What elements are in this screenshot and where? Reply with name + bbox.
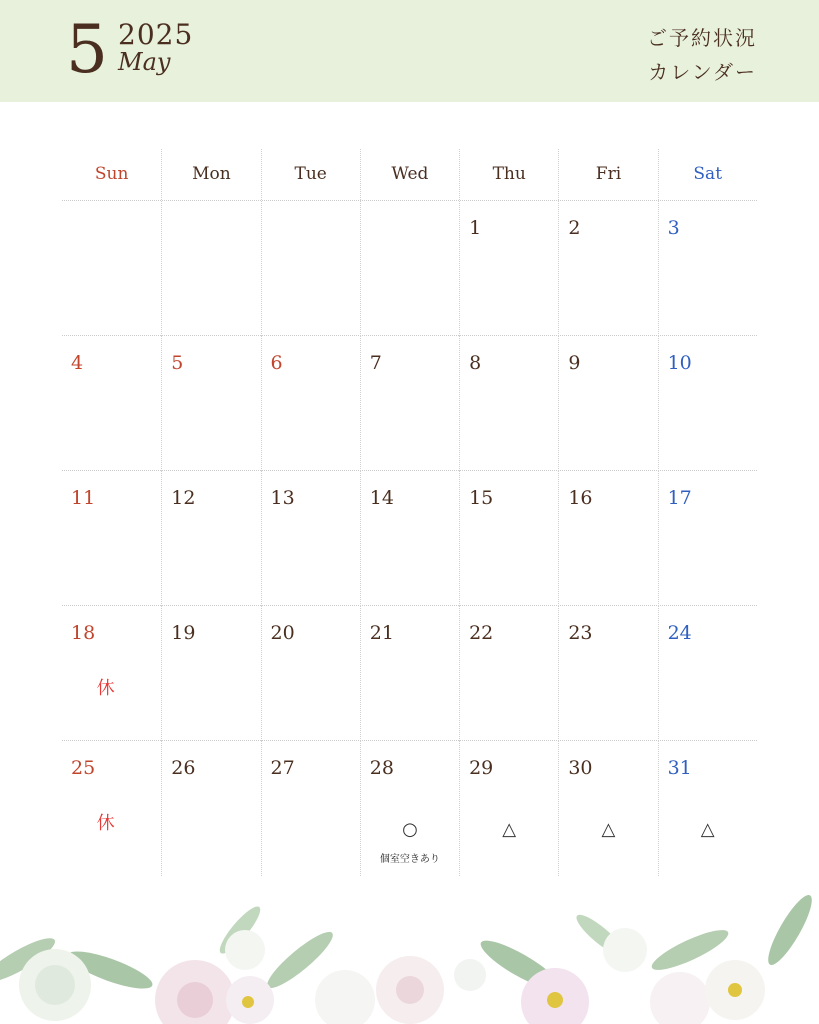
weekday-sun: Sun xyxy=(94,164,129,184)
weekday-wed: Wed xyxy=(360,149,459,200)
day-number: 26 xyxy=(171,757,196,779)
day-number: 6 xyxy=(270,352,283,374)
weekday-header-row xyxy=(62,149,757,201)
day-cell xyxy=(261,741,360,876)
day-cell xyxy=(558,471,657,606)
day-number: 29 xyxy=(469,757,494,779)
day-cell xyxy=(558,336,657,471)
day-number: 19 xyxy=(171,622,196,644)
month-number: 5 xyxy=(66,11,108,88)
day-number: 17 xyxy=(667,487,692,509)
day-cell xyxy=(558,606,657,741)
empty-day-cell xyxy=(62,201,161,336)
day-cell xyxy=(658,741,757,876)
day-cell xyxy=(62,336,161,471)
day-number: 2 xyxy=(568,217,581,239)
day-cell xyxy=(360,336,459,471)
day-number: 23 xyxy=(568,622,593,644)
closed-mark: 休 xyxy=(96,813,115,834)
month-name-script: May xyxy=(118,48,171,76)
day-number: 12 xyxy=(171,487,196,509)
calendar-title-line2: カレンダー xyxy=(648,60,757,84)
day-number: 22 xyxy=(469,622,494,644)
weekday-fri: Fri xyxy=(558,149,657,200)
day-number: 7 xyxy=(369,352,382,374)
header-banner xyxy=(0,0,819,102)
day-number: 11 xyxy=(71,487,96,509)
day-cell xyxy=(658,606,757,741)
availability-mark: △ xyxy=(601,819,616,840)
day-cell xyxy=(459,606,558,741)
day-cell xyxy=(261,606,360,741)
day-number: 10 xyxy=(667,352,692,374)
day-number: 21 xyxy=(369,622,394,644)
day-number: 8 xyxy=(469,352,482,374)
calendar-title-line1: ご予約状況 xyxy=(647,26,757,50)
closed-mark: 休 xyxy=(96,678,115,699)
year-label: 2025 xyxy=(118,18,194,51)
empty-day-cell xyxy=(161,201,260,336)
calendar-week-row xyxy=(62,741,757,876)
calendar-week-row xyxy=(62,606,757,741)
day-number: 14 xyxy=(369,487,394,509)
availability-mark: ○ xyxy=(402,819,418,840)
availability-note: 個室空きあり xyxy=(379,854,440,865)
day-number: 28 xyxy=(369,757,394,779)
day-number: 13 xyxy=(270,487,295,509)
day-number: 31 xyxy=(667,757,692,779)
weekday-sat: Sat xyxy=(658,149,757,200)
day-number: 25 xyxy=(71,757,96,779)
weekday-tue: Tue xyxy=(261,149,360,200)
day-number: 9 xyxy=(568,352,581,374)
day-cell xyxy=(360,471,459,606)
calendar-week-row xyxy=(62,471,757,606)
empty-day-cell xyxy=(360,201,459,336)
day-number: 27 xyxy=(270,757,295,779)
day-cell xyxy=(161,606,260,741)
day-cell xyxy=(558,201,657,336)
day-number: 4 xyxy=(71,352,84,374)
day-cell xyxy=(658,471,757,606)
day-cell xyxy=(62,606,161,741)
day-number: 30 xyxy=(568,757,593,779)
day-cell xyxy=(161,471,260,606)
availability-mark: △ xyxy=(502,819,517,840)
day-cell xyxy=(62,471,161,606)
day-number: 1 xyxy=(469,217,482,239)
day-cell xyxy=(459,336,558,471)
calendar-weeks xyxy=(62,201,757,876)
calendar-week-row xyxy=(62,336,757,471)
day-number: 3 xyxy=(667,217,680,239)
day-cell xyxy=(459,741,558,876)
day-number: 5 xyxy=(171,352,184,374)
day-number: 20 xyxy=(270,622,295,644)
weekday-mon: Mon xyxy=(161,149,260,200)
day-cell xyxy=(261,336,360,471)
day-number: 16 xyxy=(568,487,593,509)
day-cell xyxy=(360,606,459,741)
calendar-week-row xyxy=(62,201,757,336)
weekday-thu: Thu xyxy=(459,149,558,200)
day-cell xyxy=(360,741,459,876)
day-number: 24 xyxy=(667,622,692,644)
day-cell xyxy=(459,471,558,606)
availability-mark: △ xyxy=(700,819,715,840)
reservation-calendar xyxy=(62,149,757,875)
day-cell xyxy=(658,336,757,471)
day-cell xyxy=(261,471,360,606)
day-cell xyxy=(658,201,757,336)
day-cell xyxy=(459,201,558,336)
day-cell xyxy=(62,741,161,876)
day-number: 15 xyxy=(469,487,494,509)
day-cell xyxy=(161,336,260,471)
floral-border-decoration xyxy=(0,890,819,1024)
day-cell xyxy=(558,741,657,876)
day-cell xyxy=(161,741,260,876)
empty-day-cell xyxy=(261,201,360,336)
day-number: 18 xyxy=(71,622,96,644)
